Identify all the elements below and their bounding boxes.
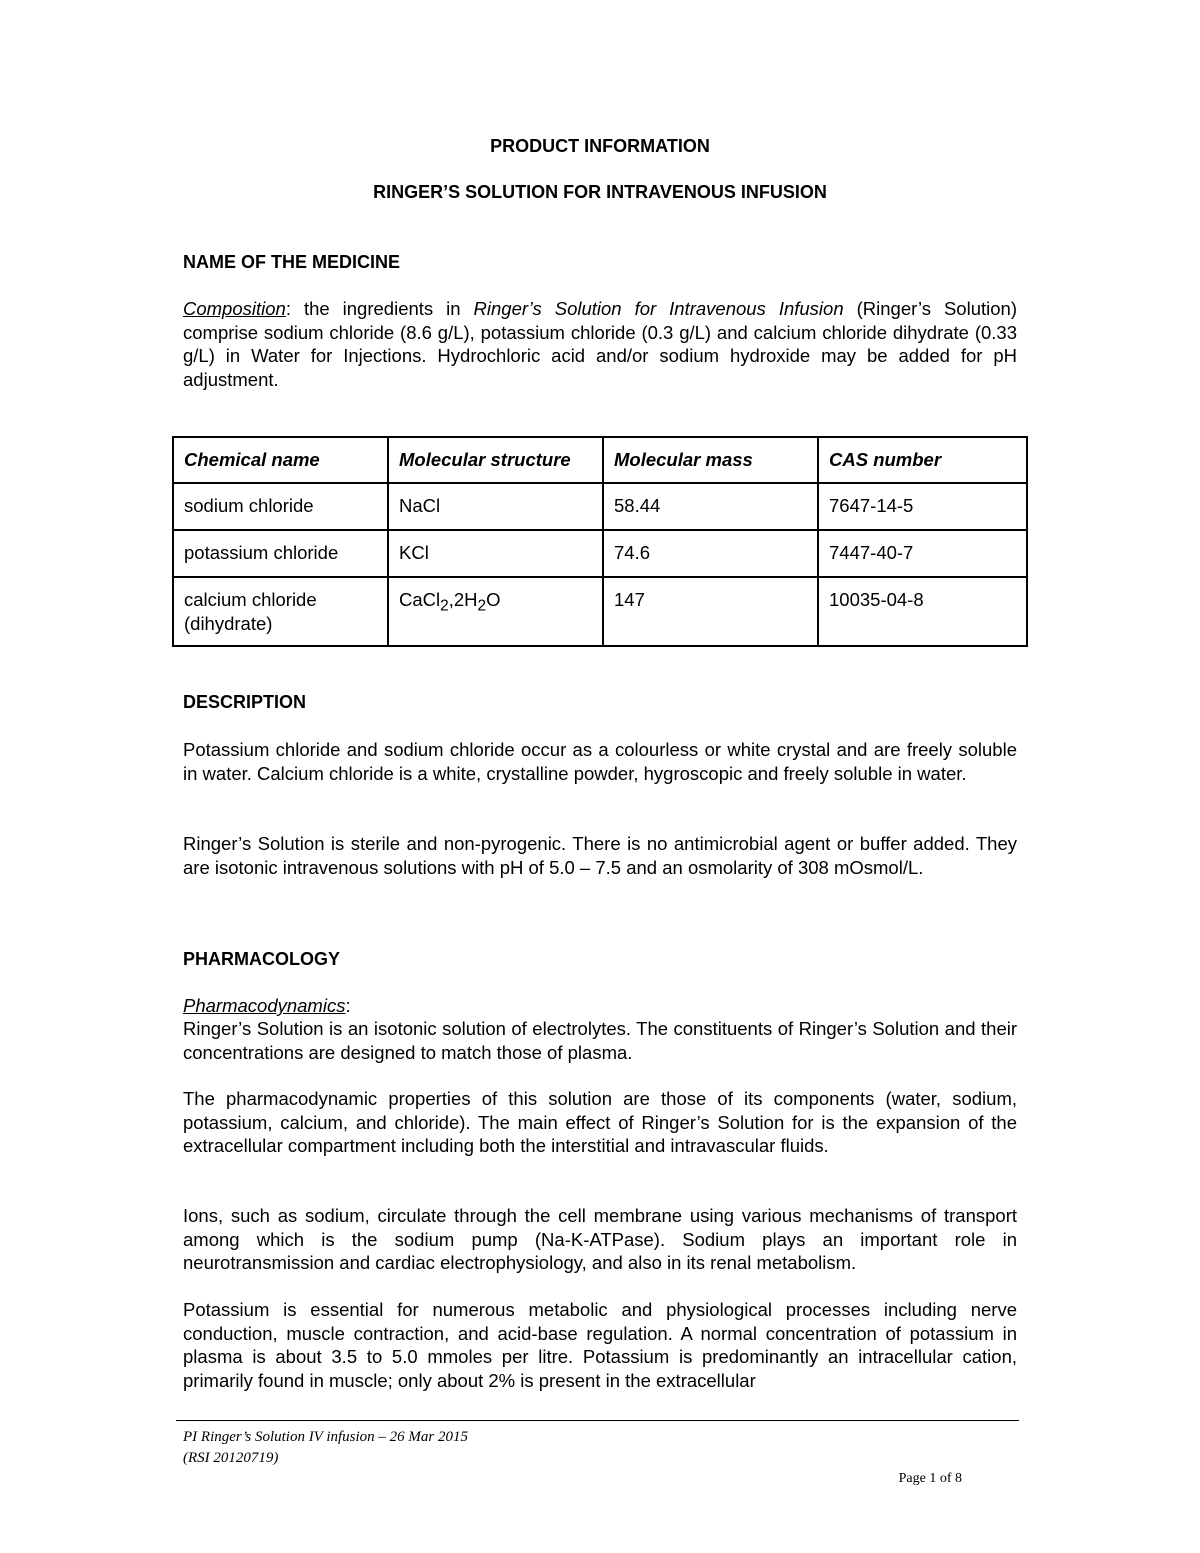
formula-subscript: 2 xyxy=(477,597,487,615)
table-cell xyxy=(388,577,603,646)
formula-part: CaCl xyxy=(399,589,441,610)
table-header-row xyxy=(173,437,1027,483)
pharmacodynamics-label: Pharmacodynamics xyxy=(183,995,346,1016)
pharmacodynamics-subheading xyxy=(183,994,1017,1018)
document-title: PRODUCT INFORMATION xyxy=(490,136,710,156)
composition-text-a: : the ingredients in xyxy=(285,298,474,319)
pharmacodynamics-colon: : xyxy=(345,995,351,1016)
table-cell: 7447-40-7 xyxy=(818,530,1027,577)
chemical-name-line: calcium chloride xyxy=(184,589,317,610)
table-cell: NaCl xyxy=(388,483,603,530)
table-cell: 7647-14-5 xyxy=(818,483,1027,530)
pharmacology-paragraph-4: Potassium is essential for numerous metabolic and physiological processes including nerve conduction, muscle contraction, and acid-base regulation. A normal concentration of potassium in plasma is about 3.5 to 5.0 mmoles per litre. Potassium is predominantly an intracellular cation, primarily found in muscle; only about 2% is present in the extracellular xyxy=(183,1299,1017,1391)
table-cell: 10035-04-8 xyxy=(818,577,1027,646)
table-cell xyxy=(173,577,388,646)
formula-part: O xyxy=(486,589,501,610)
formula-subscript: 2 xyxy=(440,597,449,615)
page-number: Page 1 of 8 xyxy=(898,1471,962,1486)
footer-line-2: (RSI 20120719) xyxy=(183,1450,279,1466)
composition-label: Composition xyxy=(183,298,286,319)
footer-divider xyxy=(176,1420,1019,1421)
table-row xyxy=(173,483,1027,530)
table-header-cell: Molecular mass xyxy=(603,437,818,483)
table-cell: potassium chloride xyxy=(173,530,388,577)
table-row xyxy=(173,577,1027,646)
table-header-cell: Chemical name xyxy=(173,437,388,483)
table-cell: sodium chloride xyxy=(173,483,388,530)
document-subtitle: RINGER’S SOLUTION FOR INTRAVENOUS INFUSION xyxy=(373,182,827,202)
table-cell: 58.44 xyxy=(603,483,818,530)
composition-product-name: Ringer’s Solution for Intravenous Infusion xyxy=(473,298,844,319)
footer-line-1: PI Ringer’s Solution IV infusion – 26 Mar 2015 xyxy=(183,1429,468,1445)
description-heading: DESCRIPTION xyxy=(183,692,307,712)
table-header-cell: Molecular structure xyxy=(388,437,603,483)
pharmacology-heading: PHARMACOLOGY xyxy=(183,949,340,969)
description-paragraph-2: Ringer’s Solution is sterile and non-pyrogenic. There is no antimicrobial agent or buffer added. They are isotonic intravenous solutions with pH of 5.0 – 7.5 and an osmolarity of 308 mOsmol/L. xyxy=(183,833,1017,878)
table-cell: KCl xyxy=(388,530,603,577)
name-of-medicine-heading: NAME OF THE MEDICINE xyxy=(183,252,401,272)
composition-text-b: (Ringer’s Solution) comprise sodium chloride (8.6 g/L), potassium chloride (0.3 g/L) and calcium chloride dihydrate (0.33 g/L) in Water for Injections. Hydrochloric acid and/or sodium hydroxide may be added for pH adjustment. xyxy=(183,298,1017,390)
pharmacology-paragraph-3: Ions, such as sodium, circulate through the cell membrane using various mechanisms of transport among which is the sodium pump (Na-K-ATPase). Sodium plays an important role in neurotransmission and cardiac electrophysiology, and also in its renal metabolism. xyxy=(183,1205,1017,1273)
composition-paragraph xyxy=(183,297,1017,391)
table-cell: 74.6 xyxy=(603,530,818,577)
chemical-table xyxy=(172,436,1028,647)
pharmacology-paragraph-2: The pharmacodynamic properties of this solution are those of its components (water, sodium, potassium, calcium, and chloride). The main effect of Ringer’s Solution for is the expansion of the extracellular compartment including both the interstitial and intravascular fluids. xyxy=(183,1088,1017,1156)
chemical-name-line: (dihydrate) xyxy=(184,612,273,634)
formula-part: ,2H xyxy=(448,589,478,610)
pharmacology-paragraph-1: Ringer’s Solution is an isotonic solution of electrolytes. The constituents of Ringer’s Solution and their concentrations are designed to match those of plasma. xyxy=(183,1018,1017,1063)
description-paragraph-1: Potassium chloride and sodium chloride occur as a colourless or white crystal and are freely soluble in water. Calcium chloride is a white, crystalline powder, hygroscopic and freely soluble in water. xyxy=(183,739,1017,784)
table-header-cell: CAS number xyxy=(818,437,1027,483)
table-cell: 147 xyxy=(603,577,818,646)
table-row xyxy=(173,530,1027,577)
